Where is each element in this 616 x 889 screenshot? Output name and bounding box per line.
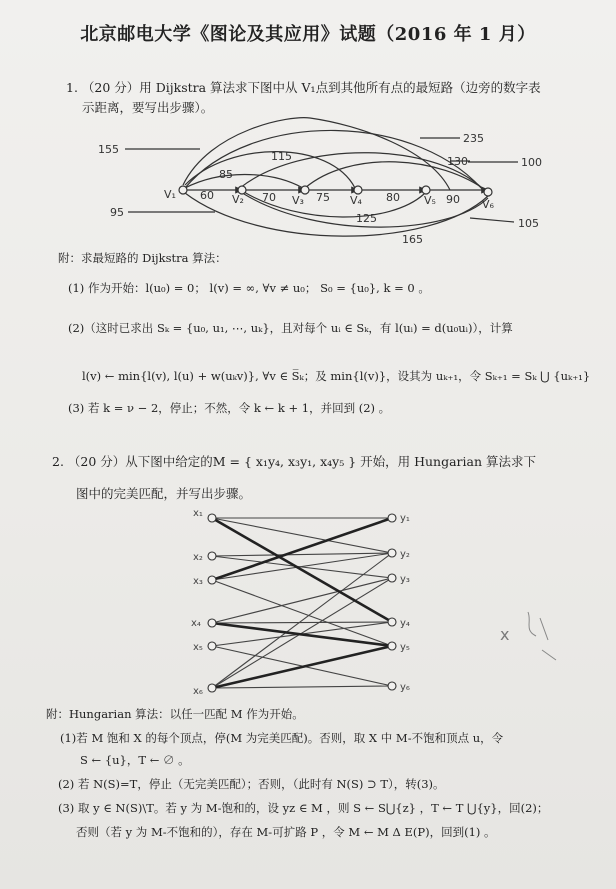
q2-vertex-y3 (388, 574, 396, 582)
q1-weight-90: 90 (446, 193, 460, 206)
q2-hungarian-step3-line1: (3) 取 y ∈ N(S)\T。若 y 为 M-饱和的，设 yz ∈ M ，则 S ← S⋃{z} ，T ← T ⋃{y}，回(2)； (58, 801, 549, 815)
q2-vertex-y2 (388, 549, 396, 557)
q2-appendix-heading: 附：Hungarian 算法：以任一匹配 M 作为开始。 (46, 707, 304, 721)
q1-vertex-label-v6: V₆ (482, 198, 494, 211)
q2-hungarian-step3-line2: 否则（若 y 为 M-不饱和的），存在 M-可扩路 P ，令 M ← M Δ E(P)，回到(1) 。 (76, 825, 496, 839)
q2-label-x3: x₃ (193, 576, 203, 587)
q1-vertex-label-v3: V₃ (292, 194, 304, 207)
q1-vertex-label-v4: V₄ (350, 194, 362, 207)
q2-vertex-y6 (388, 682, 396, 690)
q1-weight-60: 60 (200, 189, 214, 202)
q1-dijkstra-step2-line2: l(v) ← min{l(v), l(u) + w(uₖv)}, ∀v ∈ S̅ₖ；及 min{l(v)}，设其为 uₖ₊₁，令 Sₖ₊₁ = Sₖ ⋃ {uₖ₊₁} (82, 369, 591, 383)
q2-label-y4: y₄ (400, 618, 410, 629)
q2-label-y3: y₃ (400, 574, 410, 585)
exam-title: 北京邮电大学《图论及其应用》试题（2016 年 1 月） (80, 24, 536, 45)
q2-vertex-x3 (208, 576, 216, 584)
q1-text-line1: 1. （20 分）用 Dijkstra 算法求下图中从 V₁点到其他所有点的最短路（边旁的数字表 (66, 80, 541, 95)
q2-text-line1: 2. （20 分）从下图中给定的M = { x₁y₄, x₃y₁, x₄y₅ } 开始，用 Hungarian 算法求下 (52, 454, 536, 469)
q1-weight-130: 130 (447, 155, 468, 168)
q1-dijkstra-step2-line1: (2)（这时已求出 Sₖ = {u₀, u₁, ⋯, uₖ}，且对每个 uᵢ ∈ Sₖ，有 l(uᵢ) = d(u₀uᵢ)），计算 (68, 321, 513, 335)
q2-label-y6: y₆ (400, 682, 410, 693)
q2-label-x1: x₁ (193, 508, 203, 519)
q1-weight-100: 100 (521, 156, 542, 169)
q2-vertex-x4 (208, 619, 216, 627)
q2-hungarian-step1-line2: S ← {u}，T ← ∅ 。 (80, 753, 190, 767)
q1-weight-165: 165 (402, 233, 423, 246)
q1-vertex-label-v2: V₂ (232, 193, 244, 206)
q1-weight-155: 155 (98, 143, 119, 156)
q2-label-y2: y₂ (400, 549, 410, 560)
q2-edge-x6-y6 (212, 686, 392, 688)
q2-label-y5: y₅ (400, 642, 410, 653)
q1-weight-105: 105 (518, 217, 539, 230)
q1-weight-75: 75 (316, 191, 330, 204)
q1-dijkstra-step3: (3) 若 k = ν − 2，停止；不然，令 k ← k + 1，并回到 (2) 。 (68, 401, 391, 415)
q2-label-x4: x₄ (191, 618, 201, 629)
q2-edge-x3-y2 (212, 553, 392, 580)
q2-label-x6: x₆ (193, 686, 203, 697)
q1-weight-80: 80 (386, 191, 400, 204)
q2-label-y1: y₁ (400, 513, 410, 524)
q1-weight-115: 115 (271, 150, 292, 163)
q1-weight-95: 95 (110, 206, 124, 219)
q1-weight-235: 235 (463, 132, 484, 145)
q2-label-x2: x₂ (193, 552, 203, 563)
q2-vertex-x5 (208, 642, 216, 650)
q2-vertex-y1 (388, 514, 396, 522)
q2-hungarian-step1-line1: (1)若 M 饱和 X 的每个顶点，停(M 为完美匹配)。否则，取 X 中 M-不饱和顶点 u，令 (60, 731, 504, 745)
q2-vertex-y5 (388, 642, 396, 650)
q2-label-x5: x₅ (193, 642, 203, 653)
q1-dijkstra-step1: (1) 作为开始：l(u₀) = 0； l(v) = ∞, ∀v ≠ u₀； S₀ = {u₀}, k = 0 。 (68, 281, 430, 295)
q2-vertex-y4 (388, 618, 396, 626)
q1-appendix-heading: 附：求最短路的 Dijkstra 算法： (58, 251, 227, 265)
q2-text-line2: 图中的完美匹配，并写出步骤。 (76, 486, 252, 501)
q1-weight-125: 125 (356, 212, 377, 225)
q2-edge-x6-y3 (212, 578, 392, 688)
q1-weight-85: 85 (219, 168, 233, 181)
handwritten-x-mark: x (500, 625, 510, 644)
q2-vertex-x2 (208, 552, 216, 560)
q2-edge-x4-y4 (212, 622, 392, 623)
q1-vertex-label-v5: V₅ (424, 194, 436, 207)
q2-vertex-x1 (208, 514, 216, 522)
q2-edge-x4-y3 (212, 578, 392, 623)
q2-hungarian-step2: (2) 若 N(S)=T，停止（无完美匹配）；否则，（此时有 N(S) ⊃ T），转(3)。 (58, 777, 445, 791)
q1-weight-70: 70 (262, 191, 276, 204)
q2-vertex-x6 (208, 684, 216, 692)
q2-edge-x3-y5 (212, 580, 392, 646)
q1-vertex-label-v1: V₁ (164, 188, 176, 201)
q2-edge-x2-y2 (212, 553, 392, 556)
q1-text-line2: 示距离，要写出步骤）。 (82, 100, 214, 115)
handwritten-scribble (528, 612, 556, 660)
